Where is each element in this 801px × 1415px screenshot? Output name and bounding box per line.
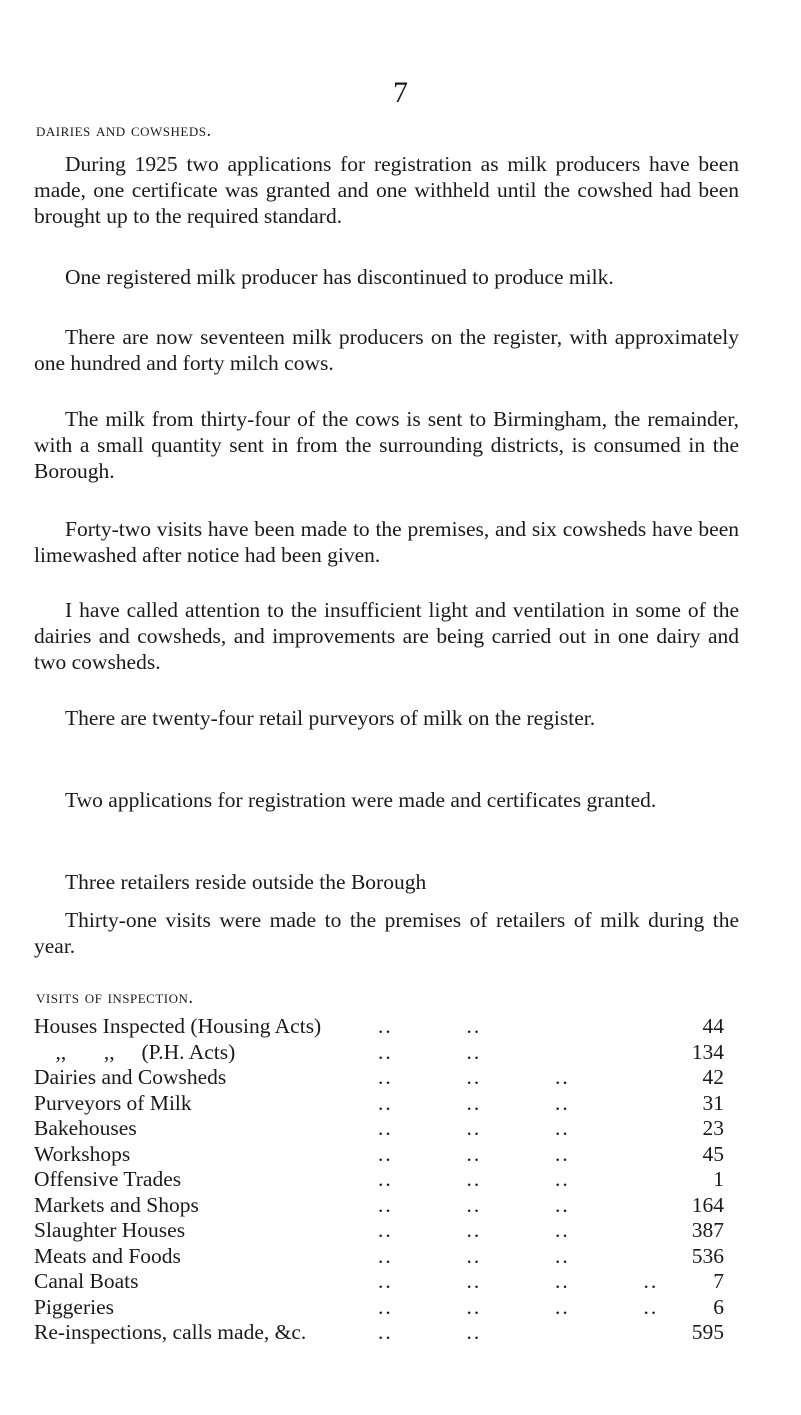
visit-label: Piggeries — [34, 1294, 115, 1319]
table-row — [34, 1320, 754, 1346]
visit-count: 536 — [691, 1243, 724, 1268]
leader-dots: .. .. — [378, 1039, 482, 1064]
paragraph-retailers-outside: Three retailers reside outside the Borough — [65, 870, 427, 894]
paragraph-registrations: During 1925 two applications for registration as milk producers have been made, one certificate was granted and one withheld until the cowshed had been brought up to the required standard. — [34, 152, 739, 228]
table-row — [34, 1142, 754, 1168]
visit-count: 595 — [691, 1320, 724, 1344]
paragraph-visits-limewashed: Forty-two visits have been made to the premises, and six cowsheds have been limewashed after notice had been given. — [34, 517, 739, 567]
visit-label: Canal Boats — [34, 1269, 139, 1293]
visit-label: Houses Inspected (Housing Acts) — [34, 1014, 322, 1038]
paragraph-birmingham: The milk from thirty-four of the cows is sent to Birmingham, the remainder, with a small quantity sent in from the surrounding districts, is consumed in the Borough. — [34, 407, 739, 483]
visit-label: Workshops — [34, 1141, 131, 1166]
paragraph-discontinued: One registered milk producer has discontinued to produce milk. — [65, 265, 614, 289]
leader-dots: .. .. .. — [378, 1065, 570, 1089]
paragraph-applications: Two applications for registration were made and certificates granted. — [65, 788, 657, 812]
visit-count: 134 — [691, 1039, 724, 1064]
leader-dots: .. .. .. .. — [378, 1294, 659, 1319]
visit-label: Dairies and Cowsheds — [34, 1065, 227, 1089]
visit-count: 23 — [702, 1116, 724, 1140]
visit-count: 42 — [702, 1065, 724, 1089]
visit-count: 387 — [691, 1218, 724, 1242]
visit-count: 45 — [702, 1141, 724, 1166]
visit-count: 164 — [691, 1192, 724, 1217]
leader-dots: .. .. .. — [378, 1141, 570, 1166]
leader-dots: .. .. .. — [378, 1243, 570, 1268]
dairies-heading: dairies and cowsheds. — [36, 120, 212, 141]
leader-dots: .. .. .. — [378, 1167, 570, 1191]
visit-label: Markets and Shops — [34, 1192, 199, 1217]
table-row — [34, 1218, 754, 1244]
table-row — [34, 1295, 754, 1321]
visit-label: Offensive Trades — [34, 1167, 182, 1191]
visit-label: Purveyors of Milk — [34, 1090, 192, 1115]
visit-label: Slaughter Houses — [34, 1218, 186, 1242]
paragraph-retail-purveyors: There are twenty-four retail purveyors of milk on the register. — [65, 706, 596, 730]
table-row — [34, 1116, 754, 1142]
paragraph-ventilation: I have called attention to the insufficient light and ventilation in some of the dairies and cowsheds, and improvements are being carried out in one dairy and two cowsheds. — [34, 598, 739, 674]
leader-dots: .. .. .. — [378, 1116, 570, 1140]
visit-label: Bakehouses — [34, 1116, 137, 1140]
table-row — [34, 1091, 754, 1117]
leader-dots: .. .. — [378, 1320, 482, 1344]
table-row — [34, 1193, 754, 1219]
table-row — [34, 1040, 754, 1066]
visit-count: 1 — [713, 1167, 724, 1191]
visit-count: 7 — [713, 1269, 724, 1293]
visit-count: 31 — [702, 1090, 724, 1115]
table-row — [34, 1244, 754, 1270]
leader-dots: .. .. .. — [378, 1090, 570, 1115]
visit-label: Meats and Foods — [34, 1243, 181, 1268]
table-row — [34, 1014, 754, 1040]
table-row — [34, 1065, 754, 1091]
visits-table — [34, 1014, 754, 1346]
visit-label: ,, ,, (P.H. Acts) — [34, 1039, 236, 1064]
table-row — [34, 1167, 754, 1193]
leader-dots: .. .. — [378, 1014, 482, 1038]
table-row — [34, 1269, 754, 1295]
paragraph-producers: There are now seventeen milk producers on the register, with approximately one hundred and forty milch cows. — [34, 325, 739, 375]
leader-dots: .. .. .. — [378, 1192, 570, 1217]
leader-dots: .. .. .. — [378, 1218, 570, 1242]
visits-heading: visits of inspection. — [36, 987, 194, 1008]
page-number: 7 — [393, 76, 408, 109]
leader-dots: .. .. .. .. — [378, 1269, 659, 1293]
paragraph-retailer-visits: Thirty-one visits were made to the premises of retailers of milk during the year. — [34, 908, 739, 958]
visit-count: 6 — [713, 1294, 724, 1319]
visit-count: 44 — [702, 1014, 724, 1038]
visit-label: Re-inspections, calls made, &c. — [34, 1320, 307, 1344]
